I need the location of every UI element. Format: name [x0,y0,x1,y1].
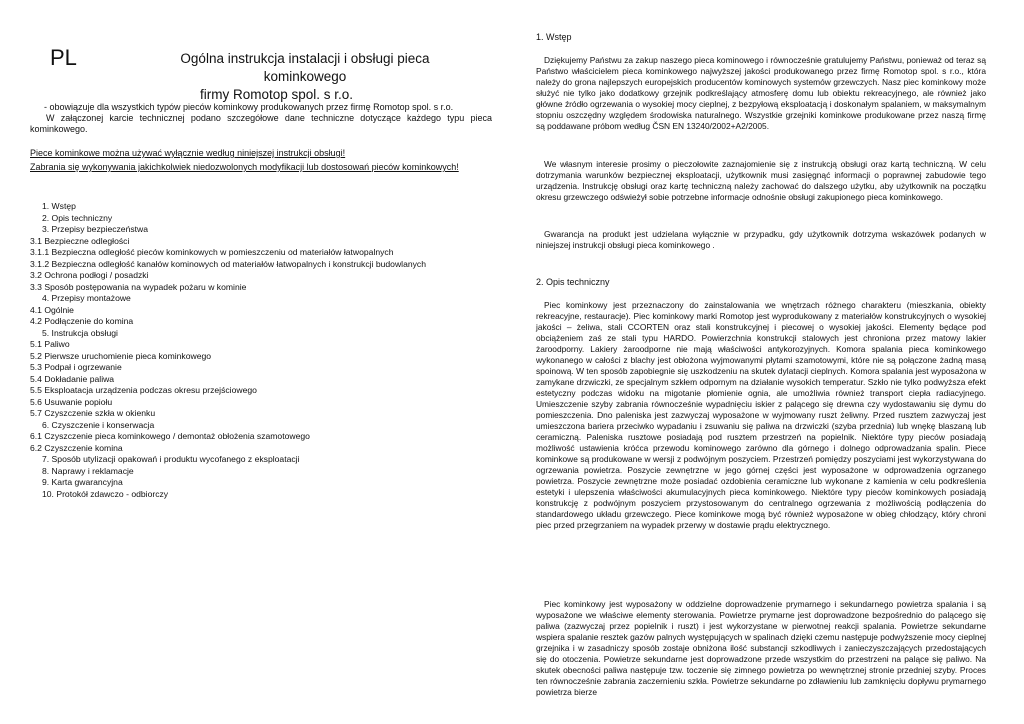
toc-item: 10. Protokół zdawczo - odbiorczy [42,488,169,499]
paragraph-intro: Dziękujemy Państwu za zakup naszego pieca kominowego i równocześnie gratulujemy Państwu, ponieważ od teraz są Państwo właścicielem pieca kominkowego najwyższej jakości produkowanego przez firmę Romotop spol. s r.o., która należy do grona najlepszych europejskich producentów kominowych systemów grzewczych. Nasz piec kominkowy może służyć nie tylko jako dodatkowy grzejnik podkreślający atmosferę domu lub obiektu rekreacyjnego, ale również jako główne źródło ogrzewania o wysokiej mocy cieplnej, z bezpyłową eksploatacją i doskonałym spalaniem, w maksymalnym stopniu oszczędny względem środowiska naturalnego. Wszystkie grzejniki kominkowe produkowane przez naszą firmę są poddawane próbom według ČSN EN 13240/2002+A2/2005. [536,55,986,131]
toc-item: 3.1.2 Bezpieczna odległość kanałów kominowych od materiałów łatwopalnych i konstrukcji budowlanych [30,258,427,269]
title-line-1: Ogólna instrukcja instalacji i obsługi pieca kominkowego [180,51,430,84]
toc-item: 3.2 Ochrona podłogi / posadzki [30,270,149,280]
toc-item: 5.5 Eksploatacja urządzenia podczas okresu przejściowego [30,385,257,395]
warning-2: Zabrania się wykonywania jakichkolwiek niedozwolonych modyfikacji lub dostosowań pieców kominkowych! [30,162,459,172]
intro-paragraph-1: - obowiązuje dla wszystkich typów pieców kominkowy produkowanych przez firmę Romotop spol. s r.o. [44,102,454,112]
warning-1: Piece kominkowe można używać wyłącznie według niniejszej instrukcji obsługi! [30,148,346,158]
document-title [140,50,470,104]
toc-item: 5.2 Pierwsze uruchomienie pieca kominkowego [30,350,212,361]
toc-item: 5. Instrukcja obsługi [42,327,118,338]
toc-item: 4.1 Ogólnie [30,304,74,315]
toc-item: 3.1.1 Bezpieczna odległość pieców kominkowych w pomieszczeniu od materiałów łatwopalnych [30,247,394,257]
toc-item: 2. Opis techniczny [42,212,113,223]
toc-item: 4. Przepisy montażowe [42,293,131,303]
toc-item: 1. Wstęp [42,201,76,211]
toc-item: 4.2 Podłączenie do komina [30,316,134,326]
section-heading-technical: 2. Opis techniczny [536,277,610,287]
toc-item: 6. Czyszczenie i konserwacja [42,419,155,430]
paragraph-warranty: Gwarancja na produkt jest udzielana wyłącznie w przypadku, gdy użytkownik dotrzyma wskazówek podanych w niniejszej instrukcji obsługi pieca kominkowego . [536,229,986,250]
paragraph-instructions: We własnym interesie prosimy o pieczołowite zaznajomienie się z instrukcją obsługi oraz kartą techniczną. W celu dotrzymania warunków bezpiecznej eksploatacji, użytkownik musi zasięgnąć informacji o poprawnej zabudowie tego urządzenia. Instrukcję obsługi oraz kartę techniczną należy zachować do dalszego użytku, aby użytkownik na początku okresu grzewczego odświeżył sobie potrzebne informacje odnośnie obsługi zakupionego pieca kominkowego. [536,159,986,202]
toc-item: 5.1 Paliwo [30,339,70,349]
toc-item: 3.3 Sposób postępowania na wypadek pożaru w kominie [30,281,247,292]
toc-item: 6.1 Czyszczenie pieca kominkowego / demontaż obłożenia szamotowego [30,431,310,441]
toc-item: 3.1 Bezpieczne odległości [30,235,130,246]
warnings [30,148,492,176]
toc-item: 9. Karta gwarancyjna [42,477,123,487]
toc-item: 5.4 Dokładanie paliwa [30,373,115,384]
intro-text [30,102,492,135]
paragraph-technical-2: Piec kominkowy jest wyposażony w oddzielne doprowadzenie prymarnego i sekundarnego powietrza spalania i są wyposażone we właściwe elementy sterowania. Powietrze prymarne jest doprowadzone bezpośrednio do palącego się paliwa (zazwyczaj przez popielnik i ruszt) i jest wykorzystane w pierwotnej reakcji spalania. Powietrze sekundarne wspiera spalanie resztek gazów palnych występujących w spalinach dzięki czemu następuje podwyższenie mocy cieplnej grzejnika i w zasadniczy sposób zostaje obniżona ilość substancji szkodliwych i zanieczyszczających przedostających się do otoczenia. Powietrze sekundarne jest doprowadzone przede wszystkim do przestrzeni na palące się paliwo. Na skutek obecności paliwa następuje tzw. toczenie się zimnego powietrza po wewnętrznej stronie przedniej szyby. Proces ten równocześnie zabrania zaczernieniu szkła. Powietrze sekundarne po zdławieniu lub zamknięciu dopływu prymarnego powietrza bierze [536,599,986,697]
toc-item: 7. Sposób utylizacji opakowań i produktu wycofanego z eksploatacji [42,454,300,464]
toc-item: 6.2 Czyszczenie komina [30,442,123,453]
toc-item: 5.7 Czyszczenie szkła w okienku [30,408,156,418]
toc-item: 3. Przepisy bezpieczeństwa [42,224,149,234]
paragraph-technical-1: Piec kominkowy jest przeznaczony do zainstalowania we wnętrzach różnego charakteru (mieszkania, obiekty rekreacyjne, restauracje). Piec kominkowy marki Romotop jest wyprodukowany z materiałów konstrukcyjnych o wysokiej jakości – żeliwa, stali CCORTEN oraz stali konstrukcyjnej i piecowej o wysokiej jakości. Elementy będące pod obciążeniem zaś ze stali typu HARDO. Powierzchnia konstrukcji stalowych jest chroniona przez matowy lakier żaroodporny. Lakiery żaroodporne nie mają właściwości antykorozyjnych. Komora spalania pieca kominkowego wykonanego w całości z blachy jest obłożona wyjmowanymi płytami szamotowymi, które nie są połączone żadną masą spoinową. W ten sposób zapobiegnie się uszkodzeniu na skutek dylatacji cieplnych. Komora spalania jest wyposażona w zamykane drzwiczki, ze specjalnym szkłem odpornym na działanie wysokich temperatur. Szkło nie tylko podwyższa efekt estetyczny podczas widoku na migotanie płomienie ognia, ale umożliwia również transport ciepła radiacyjnego. Umieszczenie szyby zabrania równocześnie wypadnięciu iskier z palącego się drewna czy wydostawaniu się dymu do pomieszczenia. Dno paleniska jest zazwyczaj wyposażone w wyjmowany ruszt żeliwny. Przed rusztem zazwyczaj jest umieszczona bariera przeciwko wypadaniu i zsuwaniu się paliwa na drzwiczki (szyba przednia) lub wnękę blaszaną lub ceramiczną. Paleniska rusztowe posiadają pod rusztem przestrzeń na popielnik. Niektóre typy pieców posiadają możliwość ustawienia króćca przewodu kominowego zarówno dla górnego i dolnego odprowadzania spalin. Piece kominkowe są produkowane w wersji z podwójnym poszyciem. Przestrzeń pomiędzy poszyciami jest wykorzystywana do ogrzewania powietrza. Poszycie zewnętrzne w jego górnej części jest wyposażone w odprowadzenia ogrzanego powietrza. Poszycie zewnętrzne może posiadać ozdobienia ceramiczne lub wykonane z kamienia w celu podkreślenia estetyki i ulepszenia właściwości akumulacyjnych pieca kominkowego. Niektóre typy pieców kominkowych posiadają konstrukcję z podwójnym poszyciem przystosowanym do centralnego ogrzewania z możliwością podłączenia do standardowego układu grzewczego. Piece kominkowe mogą być również wyposażone w obieg chłodzący, który chroni piec przed przegrzaniem na wypadek przerwy w dostawie prądu elektrycznego. [536,300,986,530]
section-heading-intro: 1. Wstęp [536,32,572,42]
toc-item: 5.3 Podpał i ogrzewanie [30,362,122,372]
intro-paragraph-2: W załączonej karcie technicznej podano szczegółowe dane techniczne dotyczące każdego typu pieca kominkowego. [30,113,492,134]
toc-item: 5.6 Usuwanie popiołu [30,396,113,407]
title-line-2: firmy Romotop spol. s r.o. [200,87,354,102]
toc-item: 8. Naprawy i reklamacje [42,465,134,476]
language-code: PL [50,45,77,70]
table-of-contents [30,201,492,500]
